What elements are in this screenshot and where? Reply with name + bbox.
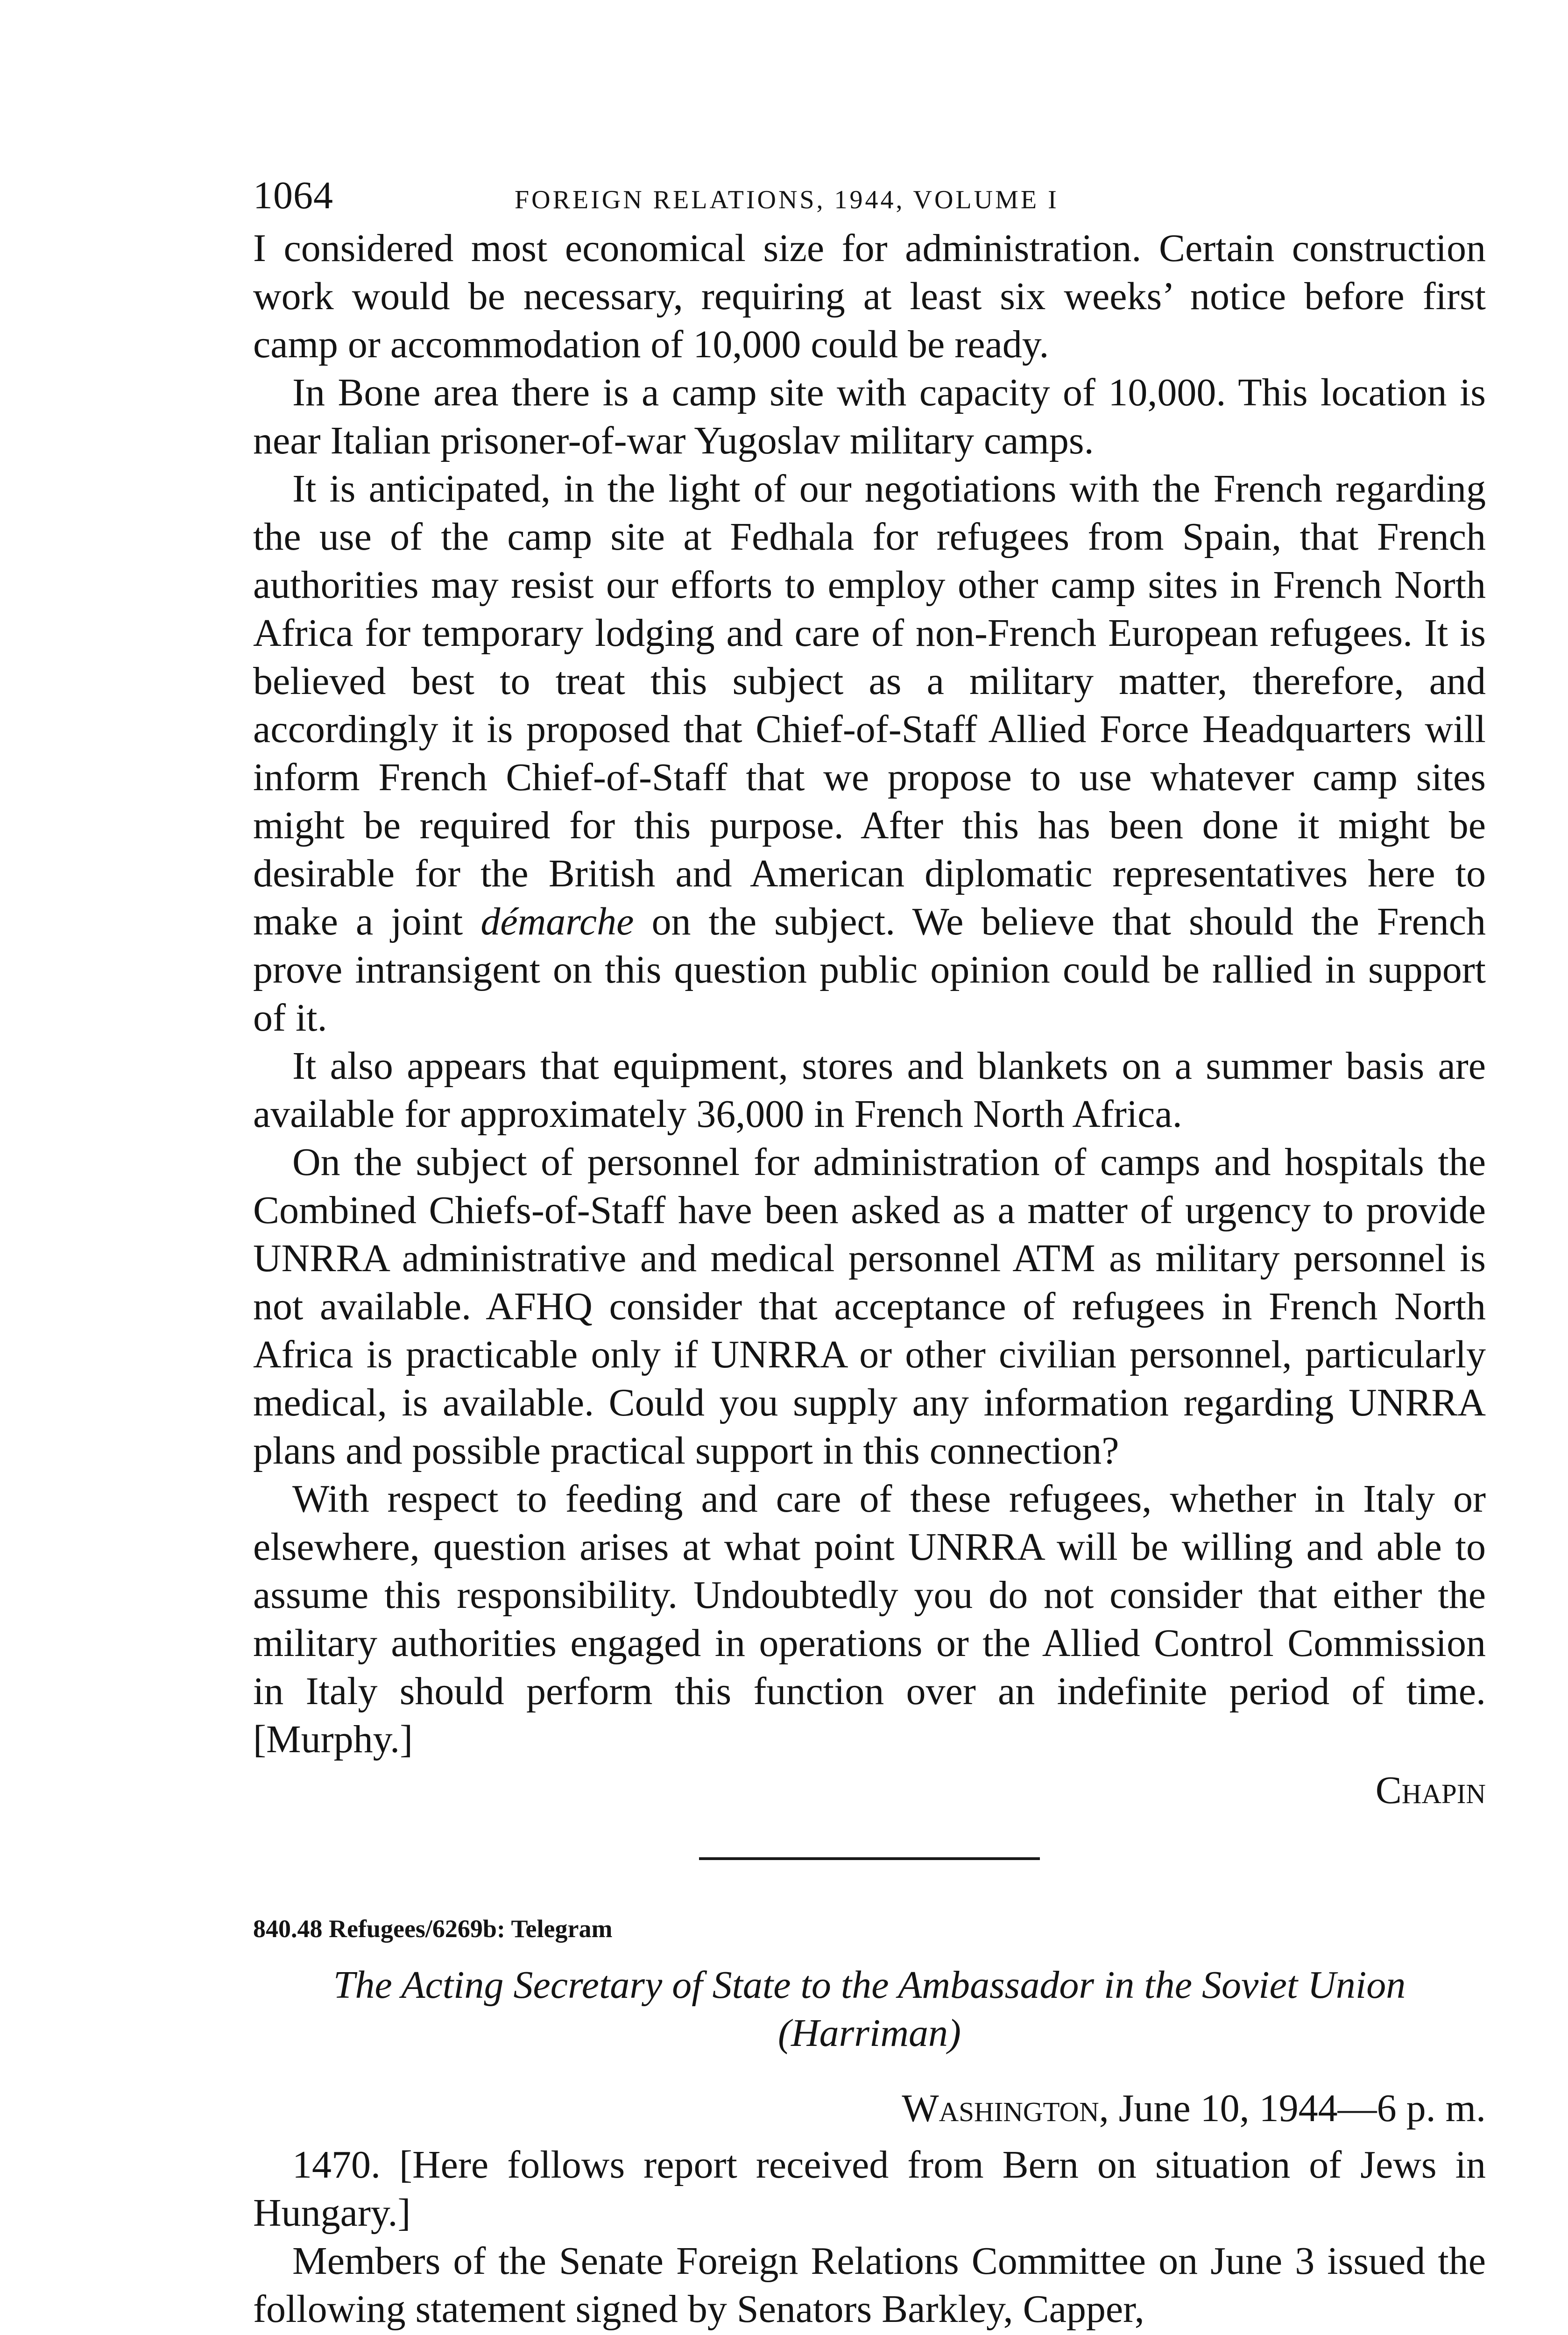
paragraph-2: In Bone area there is a camp site with capacity of 10,000. This location is near Italian prisoner-of-war Yugoslav military camps. — [253, 371, 1486, 462]
signature: Chapin — [1375, 1769, 1486, 1812]
running-title: FOREIGN RELATIONS, 1944, VOLUME I — [515, 185, 1059, 214]
paragraph-4: It also appears that equipment, stores and blankets on a summer basis are available for approximately 36,000 in French North Africa. — [253, 1044, 1486, 1136]
paragraph-3-text-b: on the subject. We believe that should the French prove intransigent on this question public opinion could be rallied in support of it. — [253, 900, 1486, 1040]
dateline — [253, 2084, 1486, 2132]
file-reference: 840.48 Refugees/6269b: Telegram — [253, 1915, 613, 1943]
dateline-place: Washington — [902, 2087, 1099, 2130]
telegram-paragraph-2: Members of the Senate Foreign Relations Committee on June 3 issued the following statement signed by Senators Barkley, Capper, — [253, 2239, 1486, 2331]
page-number: 1064 — [253, 174, 333, 217]
paragraph-3-text-a: It is anticipated, in the light of our negotiations with the French regarding the use of the camp site at Fedhala for refugees from Spain, that French authorities may resist our efforts to employ other camp sites in French North Africa for temporary lodging and care of non-French European refugees. It is believed best to treat this subject as a military matter, therefore, and accordingly it is proposed that Chief-of-Staff Allied Force Headquarters will inform French Chief-of-Staff that we propose to use whatever camp sites might be required for this purpose. After this has been done it might be desirable for the British and American diplomatic representatives here to make a joint — [253, 467, 1486, 943]
running-head — [253, 173, 1486, 224]
paragraph-3 — [253, 465, 1486, 1042]
paragraph-5: On the subject of personnel for administration of camps and hospitals the Combined Chiefs-of-Staff have been asked as a matter of urgency to provide UNRRA administrative and medical personnel ATM as military personnel is not available. AFHQ consider that acceptance of refugees in French North Africa is practicable only if UNRRA or other civilian personnel, particularly medical, is available. Could you supply any information regarding UNRRA plans and possible practical support in this connection? — [253, 1140, 1486, 1472]
document-title: The Acting Secretary of State to the Ambassador in the Soviet Union (Harriman) — [333, 1963, 1406, 2055]
document-page — [253, 173, 1486, 2333]
paragraph-6: With respect to feeding and care of these refugees, whether in Italy or elsewhere, question arises at what point UNRRA will be willing and able to assume this responsibility. Undoubtedly you do not consider that either the military authorities engaged in operations or the Allied Control Commission in Italy should perform this function over an indefinite period of time. [Murphy.] — [253, 1477, 1486, 1761]
telegram-paragraph-1: 1470. [Here follows report received from Bern on situation of Jews in Hungary.] — [253, 2143, 1486, 2235]
section-divider — [699, 1857, 1040, 1860]
paragraph-1: I considered most economical size for administration. Certain construction work would be necessary, requiring at least six weeks’ notice before first camp or accommodation of 10,000 could be ready. — [253, 226, 1486, 366]
paragraph-3-italic-term: démarche — [480, 900, 634, 943]
dateline-date: , June 10, 1944—6 p. m. — [1099, 2087, 1486, 2130]
